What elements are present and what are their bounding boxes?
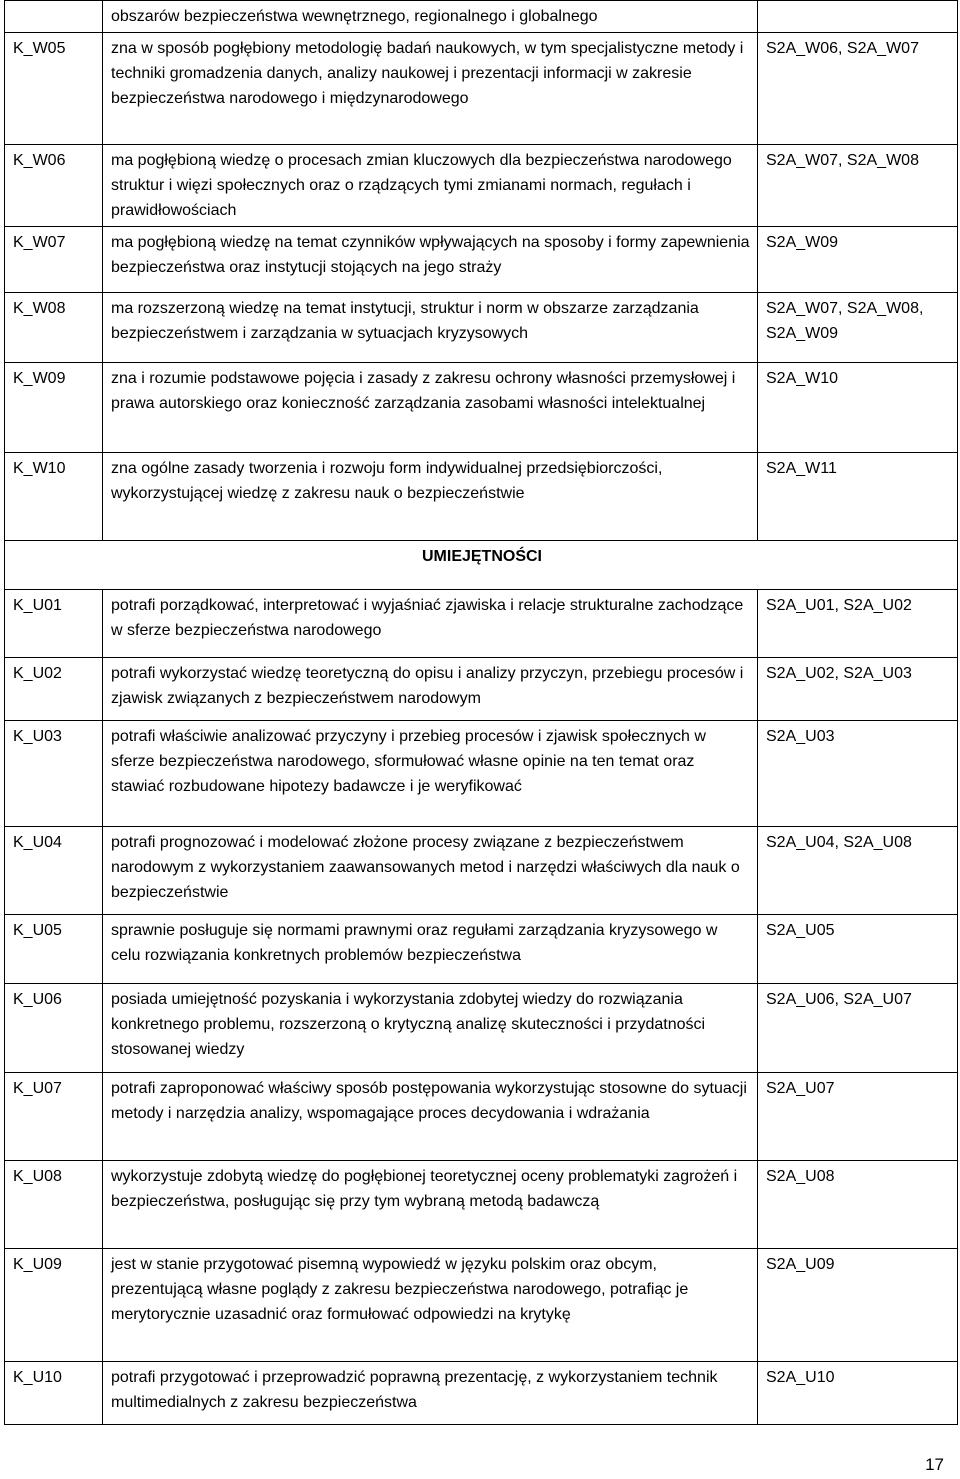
outcome-description: zna ogólne zasady tworzenia i rozwoju form indywidualnej przedsiębiorczości, wykorzystującej wiedzę z zakresu nauk o bezpieczeństwie [103,453,758,541]
table-row [5,915,958,984]
table-row [5,827,958,915]
outcome-code: K_U08 [5,1161,103,1249]
section-header-row [5,541,958,590]
table-row [5,658,958,721]
page-number: 17 [925,1455,944,1474]
outcome-reference: S2A_U06, S2A_U07 [758,984,958,1073]
outcome-code: K_W10 [5,453,103,541]
outcome-description: jest w stanie przygotować pisemną wypowiedź w języku polskim oraz obcym, prezentującą własne poglądy z zakresu bezpieczeństwa narodowego, potrafiąc je merytorycznie uzasadnić oraz formułować odpowiedzi na krytykę [103,1249,758,1362]
table-row [5,1161,958,1249]
table-row [5,1249,958,1362]
outcome-description: ma rozszerzoną wiedzę na temat instytucji, struktur i norm w obszarze zarządzania bezpieczeństwem i zarządzania w sytuacjach kryzysowych [103,293,758,363]
outcome-description: ma pogłębioną wiedzę o procesach zmian kluczowych dla bezpieczeństwa narodowego struktur i więzi społecznych oraz o rządzących tymi zmianami normach, regułach i prawidłowościach [103,145,758,227]
outcome-reference: S2A_U03 [758,721,958,827]
outcome-code: K_U02 [5,658,103,721]
outcome-description: zna w sposób pogłębiony metodologię badań naukowych, w tym specjalistyczne metody i techniki gromadzenia danych, analizy naukowej i prezentacji informacji w zakresie bezpieczeństwa narodowego i międzynarodowego [103,33,758,145]
document-page [4,0,957,1425]
outcome-reference: S2A_U04, S2A_U08 [758,827,958,915]
outcome-code [5,1,103,33]
outcome-code: K_U04 [5,827,103,915]
table-row [5,363,958,453]
outcome-code: K_W09 [5,363,103,453]
table-row [5,1073,958,1161]
outcome-reference: S2A_U01, S2A_U02 [758,590,958,658]
outcome-reference [758,1,958,33]
table-row [5,453,958,541]
outcome-code: K_W05 [5,33,103,145]
outcome-code: K_U05 [5,915,103,984]
outcome-reference: S2A_W07, S2A_W08 [758,145,958,227]
table-row [5,721,958,827]
outcome-description: ma pogłębioną wiedzę na temat czynników wpływających na sposoby i formy zapewnienia bezpieczeństwa oraz instytucji stojących na jego straży [103,227,758,293]
outcome-description: potrafi wykorzystać wiedzę teoretyczną do opisu i analizy przyczyn, przebiegu procesów i zjawisk związanych z bezpieczeństwem narodowym [103,658,758,721]
outcome-reference: S2A_U07 [758,1073,958,1161]
outcome-reference: S2A_U02, S2A_U03 [758,658,958,721]
outcome-reference: S2A_W10 [758,363,958,453]
outcome-reference: S2A_U10 [758,1362,958,1425]
outcome-code: K_W08 [5,293,103,363]
outcome-reference: S2A_W07, S2A_W08, S2A_W09 [758,293,958,363]
outcome-description: wykorzystuje zdobytą wiedzę do pogłębionej teoretycznej oceny problematyki zagrożeń i bezpieczeństwa, posługując się przy tym wybraną metodą badawczą [103,1161,758,1249]
outcome-reference: S2A_U05 [758,915,958,984]
outcome-reference: S2A_W11 [758,453,958,541]
outcome-reference: S2A_W09 [758,227,958,293]
outcome-reference: S2A_W06, S2A_W07 [758,33,958,145]
table-row [5,227,958,293]
outcome-code: K_W06 [5,145,103,227]
outcome-description: posiada umiejętność pozyskania i wykorzystania zdobytej wiedzy do rozwiązania konkretnego problemu, rozszerzoną o krytyczną analizę skuteczności i przydatności stosowanej wiedzy [103,984,758,1073]
table-row [5,1362,958,1425]
outcome-description: obszarów bezpieczeństwa wewnętrznego, regionalnego i globalnego [103,1,758,33]
section-title: UMIEJĘTNOŚCI [5,541,958,590]
outcome-code: K_U10 [5,1362,103,1425]
table-row [5,1,958,33]
outcome-description: potrafi porządkować, interpretować i wyjaśniać zjawiska i relacje strukturalne zachodzące w sferze bezpieczeństwa narodowego [103,590,758,658]
outcome-description: potrafi przygotować i przeprowadzić poprawną prezentację, z wykorzystaniem technik multimedialnych z zakresu bezpieczeństwa [103,1362,758,1425]
table-row [5,293,958,363]
outcome-description: potrafi właściwie analizować przyczyny i przebieg procesów i zjawisk społecznych w sferze bezpieczeństwa narodowego, sformułować własne opinie na ten temat oraz stawiać rozbudowane hipotezy badawcze i je weryfikować [103,721,758,827]
outcome-code: K_U06 [5,984,103,1073]
table-row [5,590,958,658]
table-row [5,33,958,145]
table-row [5,145,958,227]
learning-outcomes-table [4,0,958,1425]
outcome-code: K_U09 [5,1249,103,1362]
outcome-reference: S2A_U08 [758,1161,958,1249]
outcome-description: potrafi zaproponować właściwy sposób postępowania wykorzystując stosowne do sytuacji metody i narzędzia analizy, wspomagające proces decydowania i wdrażania [103,1073,758,1161]
outcome-code: K_W07 [5,227,103,293]
outcome-description: potrafi prognozować i modelować złożone procesy związane z bezpieczeństwem narodowym z wykorzystaniem zaawansowanych metod i narzędzi właściwych dla nauk o bezpieczeństwie [103,827,758,915]
outcome-code: K_U01 [5,590,103,658]
outcome-reference: S2A_U09 [758,1249,958,1362]
table-row [5,984,958,1073]
outcome-code: K_U03 [5,721,103,827]
outcome-description: sprawnie posługuje się normami prawnymi oraz regułami zarządzania kryzysowego w celu rozwiązania konkretnych problemów bezpieczeństwa [103,915,758,984]
outcome-description: zna i rozumie podstawowe pojęcia i zasady z zakresu ochrony własności przemysłowej i prawa autorskiego oraz konieczność zarządzania zasobami własności intelektualnej [103,363,758,453]
outcome-code: K_U07 [5,1073,103,1161]
